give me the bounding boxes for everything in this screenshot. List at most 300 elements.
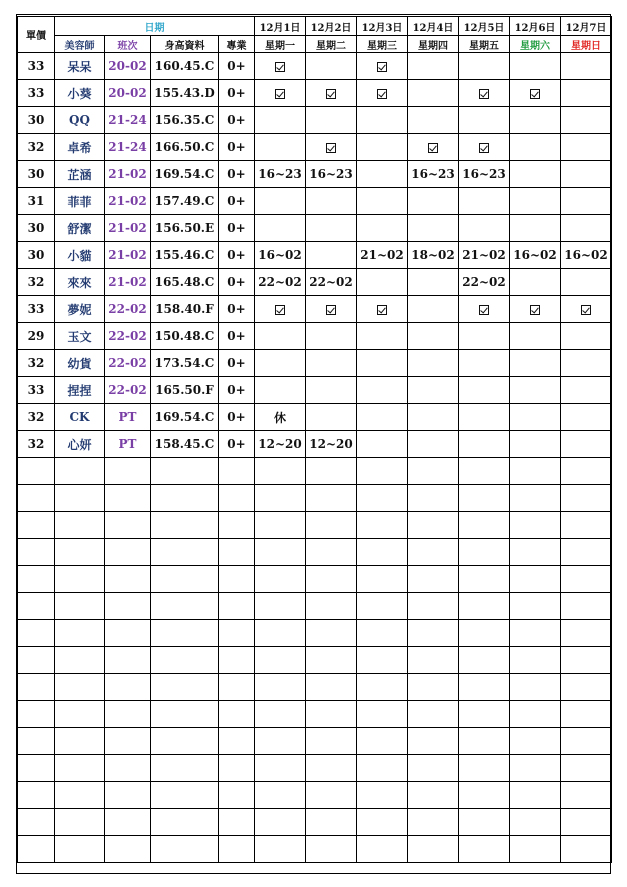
day-cell	[306, 377, 357, 404]
checked-box-icon	[326, 305, 336, 315]
checked-box-icon	[479, 89, 489, 99]
day-cell	[408, 296, 459, 323]
empty-cell	[18, 566, 55, 593]
specialty-header: 專業	[219, 36, 255, 53]
empty-cell	[18, 755, 55, 782]
empty-cell	[105, 782, 151, 809]
day-cell	[306, 215, 357, 242]
empty-cell	[408, 836, 459, 863]
specialty-cell: 0+	[219, 350, 255, 377]
empty-cell	[459, 809, 510, 836]
day-cell	[306, 242, 357, 269]
empty-cell	[459, 728, 510, 755]
empty-row	[18, 458, 612, 485]
day-date-6: 12月6日	[510, 17, 561, 36]
empty-cell	[357, 593, 408, 620]
empty-cell	[408, 620, 459, 647]
empty-cell	[18, 782, 55, 809]
empty-cell	[55, 755, 105, 782]
day-cell	[510, 188, 561, 215]
price-cell: 32	[18, 431, 55, 458]
body-data-cell: 156.50.E	[151, 215, 219, 242]
empty-cell	[408, 728, 459, 755]
empty-cell	[18, 728, 55, 755]
empty-row	[18, 647, 612, 674]
empty-cell	[510, 647, 561, 674]
empty-cell	[561, 458, 612, 485]
empty-cell	[55, 647, 105, 674]
date-header: 日期	[55, 17, 255, 36]
day-cell	[510, 107, 561, 134]
day-cell	[408, 269, 459, 296]
empty-cell	[151, 782, 219, 809]
empty-cell	[408, 674, 459, 701]
day-cell	[459, 80, 510, 107]
empty-cell	[306, 593, 357, 620]
day-cell	[408, 215, 459, 242]
empty-row	[18, 593, 612, 620]
weekday-1: 星期一	[255, 36, 306, 53]
empty-cell	[408, 566, 459, 593]
empty-cell	[459, 701, 510, 728]
stylist-name: 心妍	[55, 431, 105, 458]
empty-cell	[219, 728, 255, 755]
checked-box-icon	[479, 305, 489, 315]
empty-cell	[357, 836, 408, 863]
day-cell	[255, 53, 306, 80]
empty-cell	[255, 485, 306, 512]
empty-cell	[561, 485, 612, 512]
day-cell	[306, 323, 357, 350]
weekday-2: 星期二	[306, 36, 357, 53]
empty-cell	[510, 620, 561, 647]
day-cell	[459, 431, 510, 458]
empty-cell	[219, 647, 255, 674]
day-cell	[561, 161, 612, 188]
empty-cell	[151, 512, 219, 539]
specialty-cell: 0+	[219, 296, 255, 323]
empty-cell	[55, 539, 105, 566]
price-cell: 32	[18, 350, 55, 377]
empty-cell	[151, 674, 219, 701]
day-cell	[357, 323, 408, 350]
day-cell	[306, 188, 357, 215]
shift-cell: PT	[105, 404, 151, 431]
checked-box-icon	[581, 305, 591, 315]
empty-cell	[219, 539, 255, 566]
empty-cell	[219, 512, 255, 539]
empty-cell	[510, 755, 561, 782]
empty-cell	[219, 836, 255, 863]
price-cell: 33	[18, 377, 55, 404]
empty-row	[18, 674, 612, 701]
empty-cell	[561, 701, 612, 728]
specialty-cell: 0+	[219, 53, 255, 80]
empty-cell	[561, 836, 612, 863]
empty-row	[18, 512, 612, 539]
empty-cell	[306, 485, 357, 512]
stylist-name: 捏捏	[55, 377, 105, 404]
day-cell: 16~02	[255, 242, 306, 269]
checked-box-icon	[377, 62, 387, 72]
day-cell	[561, 107, 612, 134]
specialty-cell: 0+	[219, 269, 255, 296]
day-cell	[510, 269, 561, 296]
weekday-4: 星期四	[408, 36, 459, 53]
day-cell	[408, 377, 459, 404]
price-header: 單價	[18, 17, 55, 53]
stylist-name: 菲菲	[55, 188, 105, 215]
body-data-cell: 150.48.C	[151, 323, 219, 350]
day-cell: 22~02	[306, 269, 357, 296]
shift-cell: 21-02	[105, 242, 151, 269]
day-cell	[357, 134, 408, 161]
day-cell	[408, 134, 459, 161]
body-data-cell: 155.43.D	[151, 80, 219, 107]
day-cell	[459, 404, 510, 431]
checked-box-icon	[530, 305, 540, 315]
day-cell: 21~02	[357, 242, 408, 269]
empty-cell	[18, 458, 55, 485]
day-cell: 22~02	[459, 269, 510, 296]
empty-row	[18, 809, 612, 836]
day-cell	[408, 404, 459, 431]
day-cell	[561, 53, 612, 80]
empty-cell	[357, 539, 408, 566]
day-cell	[408, 431, 459, 458]
empty-cell	[459, 755, 510, 782]
empty-row	[18, 755, 612, 782]
day-cell	[561, 431, 612, 458]
day-cell: 18~02	[408, 242, 459, 269]
body-data-cell: 165.50.F	[151, 377, 219, 404]
shift-cell: 21-02	[105, 188, 151, 215]
empty-cell	[408, 809, 459, 836]
price-cell: 30	[18, 107, 55, 134]
table-row	[18, 350, 612, 377]
empty-cell	[306, 539, 357, 566]
price-cell: 30	[18, 242, 55, 269]
day-cell	[459, 215, 510, 242]
day-cell	[255, 80, 306, 107]
empty-cell	[255, 512, 306, 539]
empty-cell	[408, 512, 459, 539]
empty-cell	[510, 728, 561, 755]
day-cell	[459, 188, 510, 215]
empty-cell	[105, 458, 151, 485]
day-date-1: 12月1日	[255, 17, 306, 36]
day-cell	[357, 107, 408, 134]
day-cell	[357, 161, 408, 188]
empty-cell	[18, 512, 55, 539]
day-cell	[255, 323, 306, 350]
empty-cell	[561, 755, 612, 782]
empty-cell	[219, 458, 255, 485]
empty-cell	[357, 458, 408, 485]
table-row	[18, 242, 612, 269]
shift-cell: 22-02	[105, 296, 151, 323]
empty-cell	[151, 566, 219, 593]
empty-cell	[151, 836, 219, 863]
day-cell: 16~23	[408, 161, 459, 188]
checked-box-icon	[377, 89, 387, 99]
day-cell	[510, 80, 561, 107]
stylist-name: 呆呆	[55, 53, 105, 80]
empty-cell	[18, 701, 55, 728]
price-cell: 33	[18, 296, 55, 323]
day-cell	[510, 377, 561, 404]
empty-cell	[357, 809, 408, 836]
day-date-7: 12月7日	[561, 17, 612, 36]
day-cell	[561, 80, 612, 107]
empty-cell	[219, 674, 255, 701]
day-cell	[459, 134, 510, 161]
empty-cell	[18, 647, 55, 674]
day-cell: 16~02	[561, 242, 612, 269]
empty-cell	[105, 809, 151, 836]
empty-cell	[561, 728, 612, 755]
empty-cell	[151, 728, 219, 755]
empty-cell	[357, 674, 408, 701]
empty-cell	[219, 809, 255, 836]
day-cell	[408, 323, 459, 350]
table-row	[18, 134, 612, 161]
table-row	[18, 296, 612, 323]
day-cell	[459, 296, 510, 323]
empty-cell	[105, 593, 151, 620]
empty-cell	[55, 620, 105, 647]
empty-cell	[306, 458, 357, 485]
day-date-2: 12月2日	[306, 17, 357, 36]
shift-cell: 22-02	[105, 323, 151, 350]
empty-cell	[105, 512, 151, 539]
empty-cell	[459, 485, 510, 512]
day-cell	[561, 269, 612, 296]
day-cell	[510, 404, 561, 431]
day-cell	[459, 323, 510, 350]
stylist-name: 幼貨	[55, 350, 105, 377]
checked-box-icon	[275, 62, 285, 72]
empty-cell	[459, 836, 510, 863]
day-cell	[357, 53, 408, 80]
price-cell: 33	[18, 53, 55, 80]
checked-box-icon	[275, 305, 285, 315]
table-row	[18, 188, 612, 215]
empty-cell	[357, 728, 408, 755]
empty-cell	[561, 647, 612, 674]
empty-cell	[408, 485, 459, 512]
day-cell	[255, 296, 306, 323]
empty-cell	[357, 782, 408, 809]
empty-cell	[306, 566, 357, 593]
day-cell	[408, 188, 459, 215]
empty-cell	[306, 782, 357, 809]
day-cell	[408, 80, 459, 107]
body-data-header: 身高資料	[151, 36, 219, 53]
shift-cell: 21-02	[105, 161, 151, 188]
empty-cell	[408, 782, 459, 809]
specialty-cell: 0+	[219, 377, 255, 404]
empty-cell	[510, 674, 561, 701]
empty-cell	[219, 782, 255, 809]
empty-cell	[151, 485, 219, 512]
empty-cell	[18, 593, 55, 620]
empty-cell	[459, 566, 510, 593]
empty-cell	[255, 674, 306, 701]
day-cell	[510, 431, 561, 458]
day-cell	[510, 53, 561, 80]
empty-cell	[255, 458, 306, 485]
empty-cell	[255, 539, 306, 566]
price-cell: 30	[18, 161, 55, 188]
empty-cell	[55, 593, 105, 620]
shift-cell: 22-02	[105, 377, 151, 404]
table-row	[18, 269, 612, 296]
empty-cell	[105, 836, 151, 863]
day-cell	[255, 350, 306, 377]
empty-cell	[55, 566, 105, 593]
day-cell	[510, 134, 561, 161]
day-cell	[255, 215, 306, 242]
body-data-cell: 166.50.C	[151, 134, 219, 161]
empty-cell	[510, 566, 561, 593]
stylist-name: 芷涵	[55, 161, 105, 188]
day-cell	[459, 53, 510, 80]
day-cell	[357, 431, 408, 458]
day-cell: 16~23	[306, 161, 357, 188]
empty-cell	[55, 458, 105, 485]
empty-cell	[510, 539, 561, 566]
stylist-name: 玉文	[55, 323, 105, 350]
empty-cell	[219, 485, 255, 512]
empty-cell	[219, 566, 255, 593]
weekday-3: 星期三	[357, 36, 408, 53]
specialty-cell: 0+	[219, 404, 255, 431]
empty-cell	[55, 674, 105, 701]
weekday-7: 星期日	[561, 36, 612, 53]
checked-box-icon	[428, 143, 438, 153]
day-cell	[255, 107, 306, 134]
empty-cell	[561, 620, 612, 647]
specialty-cell: 0+	[219, 134, 255, 161]
empty-cell	[408, 539, 459, 566]
body-data-cell: 173.54.C	[151, 350, 219, 377]
table-row	[18, 431, 612, 458]
day-cell	[357, 269, 408, 296]
empty-row	[18, 485, 612, 512]
table-row	[18, 107, 612, 134]
empty-cell	[255, 701, 306, 728]
empty-cell	[55, 728, 105, 755]
day-date-4: 12月4日	[408, 17, 459, 36]
empty-cell	[459, 458, 510, 485]
empty-cell	[105, 620, 151, 647]
empty-cell	[408, 647, 459, 674]
day-cell	[408, 350, 459, 377]
day-cell	[510, 350, 561, 377]
empty-row	[18, 701, 612, 728]
day-cell	[561, 404, 612, 431]
header-row-labels	[18, 36, 612, 53]
empty-cell	[459, 674, 510, 701]
empty-cell	[510, 593, 561, 620]
shift-cell: 22-02	[105, 350, 151, 377]
empty-cell	[408, 593, 459, 620]
day-cell	[561, 296, 612, 323]
empty-row	[18, 782, 612, 809]
shift-cell: 21-02	[105, 269, 151, 296]
empty-cell	[561, 512, 612, 539]
empty-cell	[510, 701, 561, 728]
empty-cell	[55, 512, 105, 539]
day-cell	[510, 323, 561, 350]
day-cell	[561, 134, 612, 161]
day-cell	[561, 350, 612, 377]
stylist-header: 美容師	[55, 36, 105, 53]
specialty-cell: 0+	[219, 215, 255, 242]
header-row-dates	[18, 17, 612, 36]
stylist-name: 小葵	[55, 80, 105, 107]
shift-cell: 21-24	[105, 134, 151, 161]
empty-cell	[105, 566, 151, 593]
empty-row	[18, 836, 612, 863]
body-data-cell: 160.45.C	[151, 53, 219, 80]
empty-cell	[357, 485, 408, 512]
price-cell: 29	[18, 323, 55, 350]
day-cell	[255, 188, 306, 215]
table-row	[18, 404, 612, 431]
empty-cell	[561, 539, 612, 566]
empty-cell	[561, 782, 612, 809]
empty-cell	[219, 755, 255, 782]
stylist-name: 來來	[55, 269, 105, 296]
day-date-5: 12月5日	[459, 17, 510, 36]
empty-cell	[459, 593, 510, 620]
specialty-cell: 0+	[219, 161, 255, 188]
empty-cell	[357, 620, 408, 647]
empty-cell	[151, 539, 219, 566]
empty-cell	[561, 674, 612, 701]
body-data-cell: 155.46.C	[151, 242, 219, 269]
empty-cell	[459, 512, 510, 539]
empty-cell	[18, 809, 55, 836]
empty-cell	[105, 539, 151, 566]
shift-header: 班次	[105, 36, 151, 53]
empty-cell	[105, 728, 151, 755]
empty-row	[18, 620, 612, 647]
empty-cell	[306, 647, 357, 674]
day-cell	[306, 107, 357, 134]
day-cell: 22~02	[255, 269, 306, 296]
empty-cell	[151, 593, 219, 620]
empty-cell	[459, 620, 510, 647]
day-cell	[255, 134, 306, 161]
empty-cell	[105, 701, 151, 728]
checked-box-icon	[326, 143, 336, 153]
empty-cell	[255, 782, 306, 809]
empty-cell	[55, 701, 105, 728]
day-cell	[306, 404, 357, 431]
empty-cell	[151, 458, 219, 485]
table-row	[18, 80, 612, 107]
stylist-name: 小貓	[55, 242, 105, 269]
day-cell: 休	[255, 404, 306, 431]
price-cell: 32	[18, 404, 55, 431]
day-cell: 12~20	[255, 431, 306, 458]
empty-cell	[510, 485, 561, 512]
day-cell	[306, 53, 357, 80]
empty-cell	[459, 782, 510, 809]
